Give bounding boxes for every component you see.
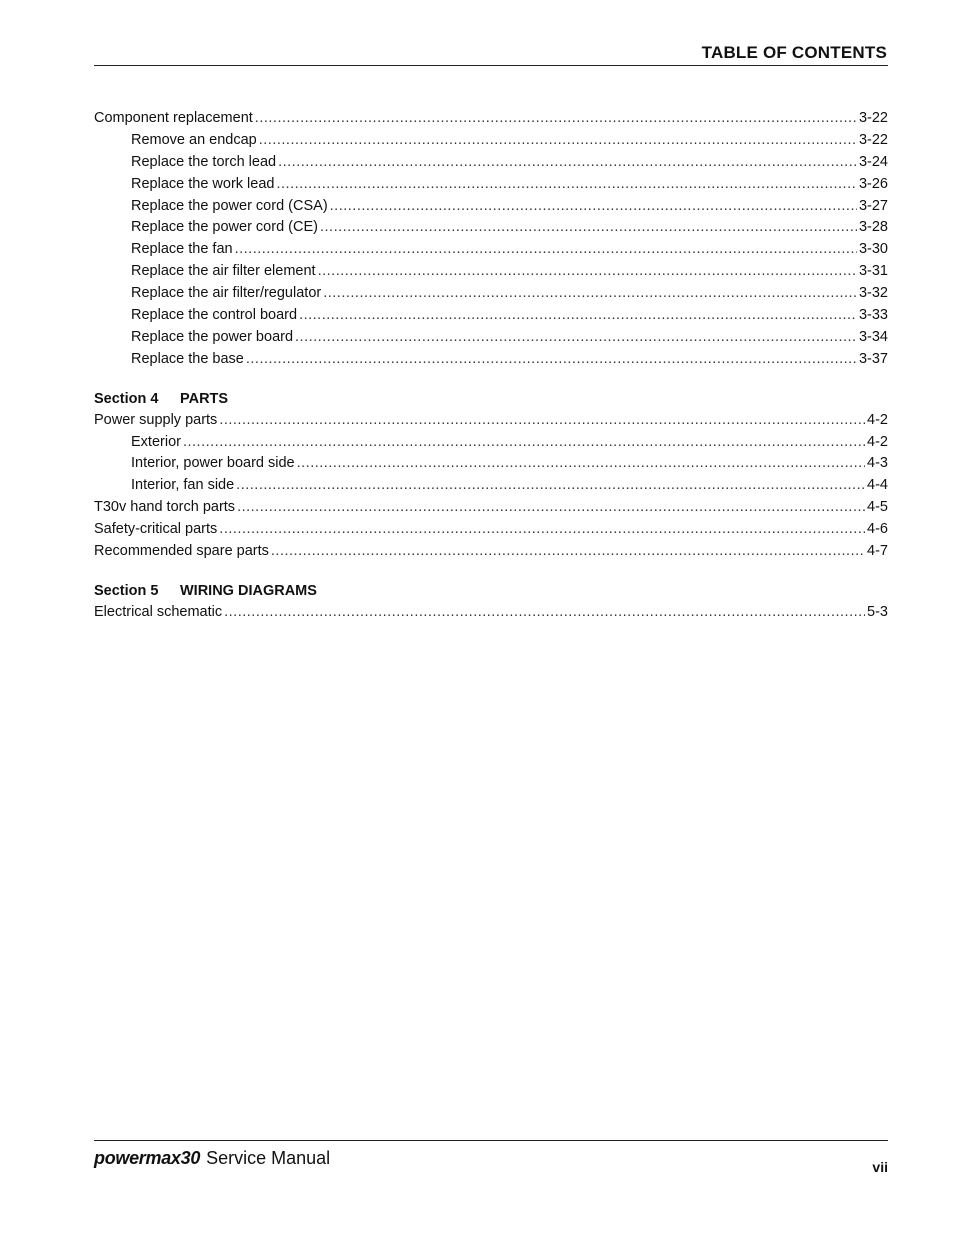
- toc-dot-leader: [224, 602, 865, 624]
- toc-entry-label: Electrical schematic: [94, 603, 223, 620]
- toc-entry-label: Replace the torch lead: [131, 153, 277, 170]
- toc-entry[interactable]: [94, 349, 888, 371]
- toc-entry[interactable]: [94, 283, 888, 305]
- section-spacer: [94, 563, 888, 580]
- toc-entry[interactable]: [94, 196, 888, 218]
- toc-entry-label: Recommended spare parts: [94, 543, 269, 560]
- section-number: Section 5: [94, 582, 159, 599]
- toc-entry-label: Power supply parts: [94, 411, 218, 428]
- toc-entry-page: 3-32: [858, 285, 888, 302]
- toc-entry[interactable]: [94, 453, 888, 475]
- toc-entry-page: 4-7: [867, 543, 888, 560]
- toc-entry[interactable]: [94, 305, 888, 327]
- footer-divider: [94, 1140, 888, 1141]
- toc-entry[interactable]: [94, 410, 888, 432]
- toc-entry-label: Interior, power board side: [131, 455, 295, 472]
- toc-entry[interactable]: [94, 152, 888, 174]
- toc-dot-leader: [276, 174, 856, 196]
- toc-entry-page: 3-31: [858, 263, 888, 280]
- toc-entry-page: 3-34: [858, 328, 888, 345]
- toc-entry-page: 3-26: [858, 175, 888, 192]
- toc-entry-label: Replace the base: [131, 350, 244, 367]
- page-header-title: TABLE OF CONTENTS: [701, 43, 887, 62]
- toc-dot-leader: [330, 196, 857, 218]
- toc-entry[interactable]: [94, 261, 888, 283]
- toc-dot-leader: [246, 349, 857, 371]
- toc-entry-page: 4-4: [867, 477, 888, 494]
- toc-entry-page: 3-37: [858, 350, 888, 367]
- toc-entry[interactable]: [94, 602, 888, 624]
- toc-entry-label: T30v hand torch parts: [94, 499, 236, 516]
- toc-dot-leader: [219, 519, 865, 541]
- section-title: PARTS: [180, 390, 229, 407]
- toc-dot-leader: [255, 108, 857, 130]
- toc-dot-leader: [271, 541, 865, 563]
- manual-title: Service Manual: [206, 1148, 331, 1168]
- toc-dot-leader: [183, 432, 865, 454]
- toc-entry-page: 4-5: [867, 499, 888, 516]
- toc-entry[interactable]: [94, 432, 888, 454]
- toc-entry-label: Replace the work lead: [131, 175, 275, 192]
- toc-entry[interactable]: [94, 497, 888, 519]
- toc-entry-label: Exterior: [131, 433, 181, 450]
- section-4-heading[interactable]: [94, 388, 888, 410]
- toc-dot-leader: [237, 497, 865, 519]
- toc-entry[interactable]: [94, 239, 888, 261]
- section-title: WIRING DIAGRAMS: [180, 582, 317, 599]
- toc-entry-page: 4-2: [867, 433, 888, 450]
- toc-entry-page: 3-28: [858, 219, 888, 236]
- section-5-heading[interactable]: [94, 580, 888, 602]
- toc-dot-leader: [299, 305, 857, 327]
- toc-dot-leader: [236, 475, 865, 497]
- toc-entry[interactable]: [94, 217, 888, 239]
- toc-dot-leader: [219, 410, 865, 432]
- toc-dot-leader: [297, 453, 865, 475]
- toc-entry[interactable]: [94, 327, 888, 349]
- toc-dot-leader: [235, 239, 857, 261]
- toc-entry-label: Safety-critical parts: [94, 521, 218, 538]
- toc-entry-page: 3-30: [858, 241, 888, 258]
- toc-entry-label: Replace the fan: [131, 241, 233, 258]
- toc-entry-page: 3-22: [858, 110, 888, 126]
- toc-entry[interactable]: [94, 519, 888, 541]
- toc-entry-label: Replace the control board: [131, 307, 298, 324]
- toc-dot-leader: [323, 283, 857, 305]
- toc-entry-label: Replace the power cord (CE): [131, 219, 318, 236]
- toc-entry-label: Replace the air filter/regulator: [131, 285, 322, 302]
- toc-entry-label: Replace the power cord (CSA): [131, 197, 328, 214]
- toc-entry-page: 4-2: [867, 411, 888, 428]
- table-of-contents: [94, 108, 888, 624]
- toc-entry-page: 3-22: [858, 131, 888, 148]
- toc-entry[interactable]: [94, 130, 888, 152]
- toc-entry-label: Replace the power board: [131, 328, 294, 345]
- toc-entry-label: Remove an endcap: [131, 131, 257, 148]
- section-spacer: [94, 371, 888, 388]
- toc-dot-leader: [320, 217, 857, 239]
- brand-logo-text: powermax30: [94, 1148, 201, 1168]
- toc-entry-page: 3-24: [858, 153, 888, 170]
- toc-entry[interactable]: [94, 541, 888, 563]
- section-number: Section 4: [94, 390, 159, 407]
- toc-dot-leader: [295, 327, 857, 349]
- toc-entry-page: 4-3: [867, 455, 888, 472]
- page-number: vii: [872, 1159, 888, 1175]
- toc-dot-leader: [259, 130, 857, 152]
- toc-entry-page: 3-33: [858, 307, 888, 324]
- footer-manual-title: [94, 1148, 330, 1169]
- toc-entry[interactable]: [94, 475, 888, 497]
- toc-entry-page: 5-3: [867, 603, 888, 620]
- toc-entry-label: Interior, fan side: [131, 477, 235, 494]
- toc-entry[interactable]: [94, 108, 888, 130]
- header-divider: [94, 65, 888, 66]
- toc-dot-leader: [318, 261, 857, 283]
- toc-entry-label: Component replacement: [94, 110, 253, 126]
- toc-entry-page: 3-27: [858, 197, 888, 214]
- toc-entry[interactable]: [94, 174, 888, 196]
- toc-entry-label: Replace the air filter element: [131, 263, 316, 280]
- toc-dot-leader: [278, 152, 857, 174]
- toc-entry-page: 4-6: [867, 521, 888, 538]
